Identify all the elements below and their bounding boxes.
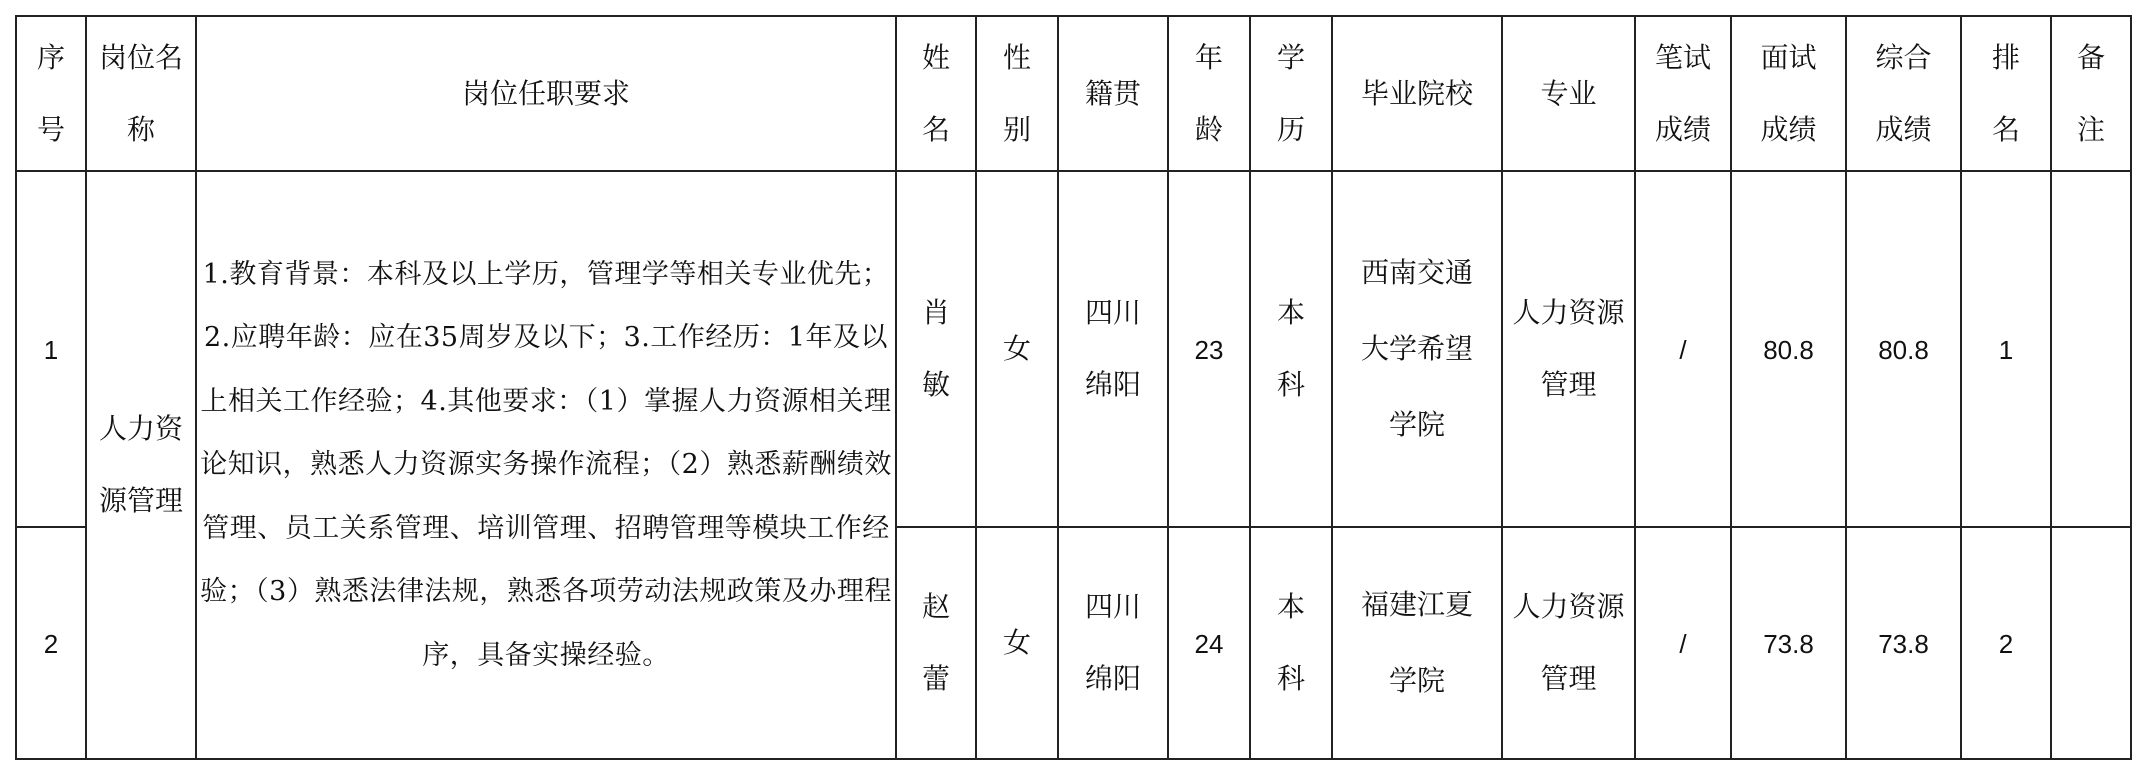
cell-rank: 1 — [1961, 171, 2051, 527]
cell-interview-score: 73.8 — [1731, 527, 1846, 759]
cell-school: 福建江夏学院 — [1332, 527, 1502, 759]
cell-education: 本科 — [1250, 527, 1332, 759]
header-education: 学历 — [1250, 16, 1332, 171]
cell-age: 23 — [1168, 171, 1250, 527]
cell-seq: 1 — [16, 171, 86, 527]
cell-requirements: 1.教育背景：本科及以上学历，管理学等相关专业优先；2.应聘年龄：应在35周岁及以下；3.工作经历：1年及以上相关工作经验；4.其他要求：（1）掌握人力资源相关理论知识，熟悉人力资源实务操作流程；（2）熟悉薪酬绩效管理、员工关系管理、培训管理、招聘管理等模块工作经验；（3）熟悉法律法规，熟悉各项劳动法规政策及办理程序，具备实操经验。 — [196, 171, 896, 759]
header-rank: 排名 — [1961, 16, 2051, 171]
header-seq: 序号 — [16, 16, 86, 171]
candidate-results-table — [15, 15, 2132, 760]
cell-education: 本科 — [1250, 171, 1332, 527]
header-total-score: 综合成绩 — [1846, 16, 1961, 171]
cell-native-place: 四川绵阳 — [1058, 527, 1168, 759]
cell-total-score: 80.8 — [1846, 171, 1961, 527]
cell-school: 西南交通大学希望学院 — [1332, 171, 1502, 527]
cell-native-place: 四川绵阳 — [1058, 171, 1168, 527]
header-gender: 性别 — [976, 16, 1058, 171]
cell-written-score: / — [1635, 171, 1731, 527]
cell-post-name: 人力资源管理 — [86, 171, 196, 759]
cell-name: 肖敏 — [896, 171, 976, 527]
header-interview-score: 面试成绩 — [1731, 16, 1846, 171]
header-post: 岗位名称 — [86, 16, 196, 171]
cell-rank: 2 — [1961, 527, 2051, 759]
cell-major: 人力资源管理 — [1502, 527, 1635, 759]
cell-gender: 女 — [976, 171, 1058, 527]
cell-age: 24 — [1168, 527, 1250, 759]
header-name: 姓名 — [896, 16, 976, 171]
cell-name: 赵蕾 — [896, 527, 976, 759]
cell-gender: 女 — [976, 527, 1058, 759]
header-row — [16, 16, 2131, 171]
header-age: 年龄 — [1168, 16, 1250, 171]
header-native-place: 籍贯 — [1058, 16, 1168, 171]
header-school: 毕业院校 — [1332, 16, 1502, 171]
header-major: 专业 — [1502, 16, 1635, 171]
cell-seq: 2 — [16, 527, 86, 759]
header-requirements: 岗位任职要求 — [196, 16, 896, 171]
cell-major: 人力资源管理 — [1502, 171, 1635, 527]
cell-interview-score: 80.8 — [1731, 171, 1846, 527]
header-note: 备注 — [2051, 16, 2131, 171]
cell-total-score: 73.8 — [1846, 527, 1961, 759]
header-written-score: 笔试成绩 — [1635, 16, 1731, 171]
table-row — [16, 171, 2131, 527]
cell-note — [2051, 527, 2131, 759]
cell-written-score: / — [1635, 527, 1731, 759]
cell-note — [2051, 171, 2131, 527]
